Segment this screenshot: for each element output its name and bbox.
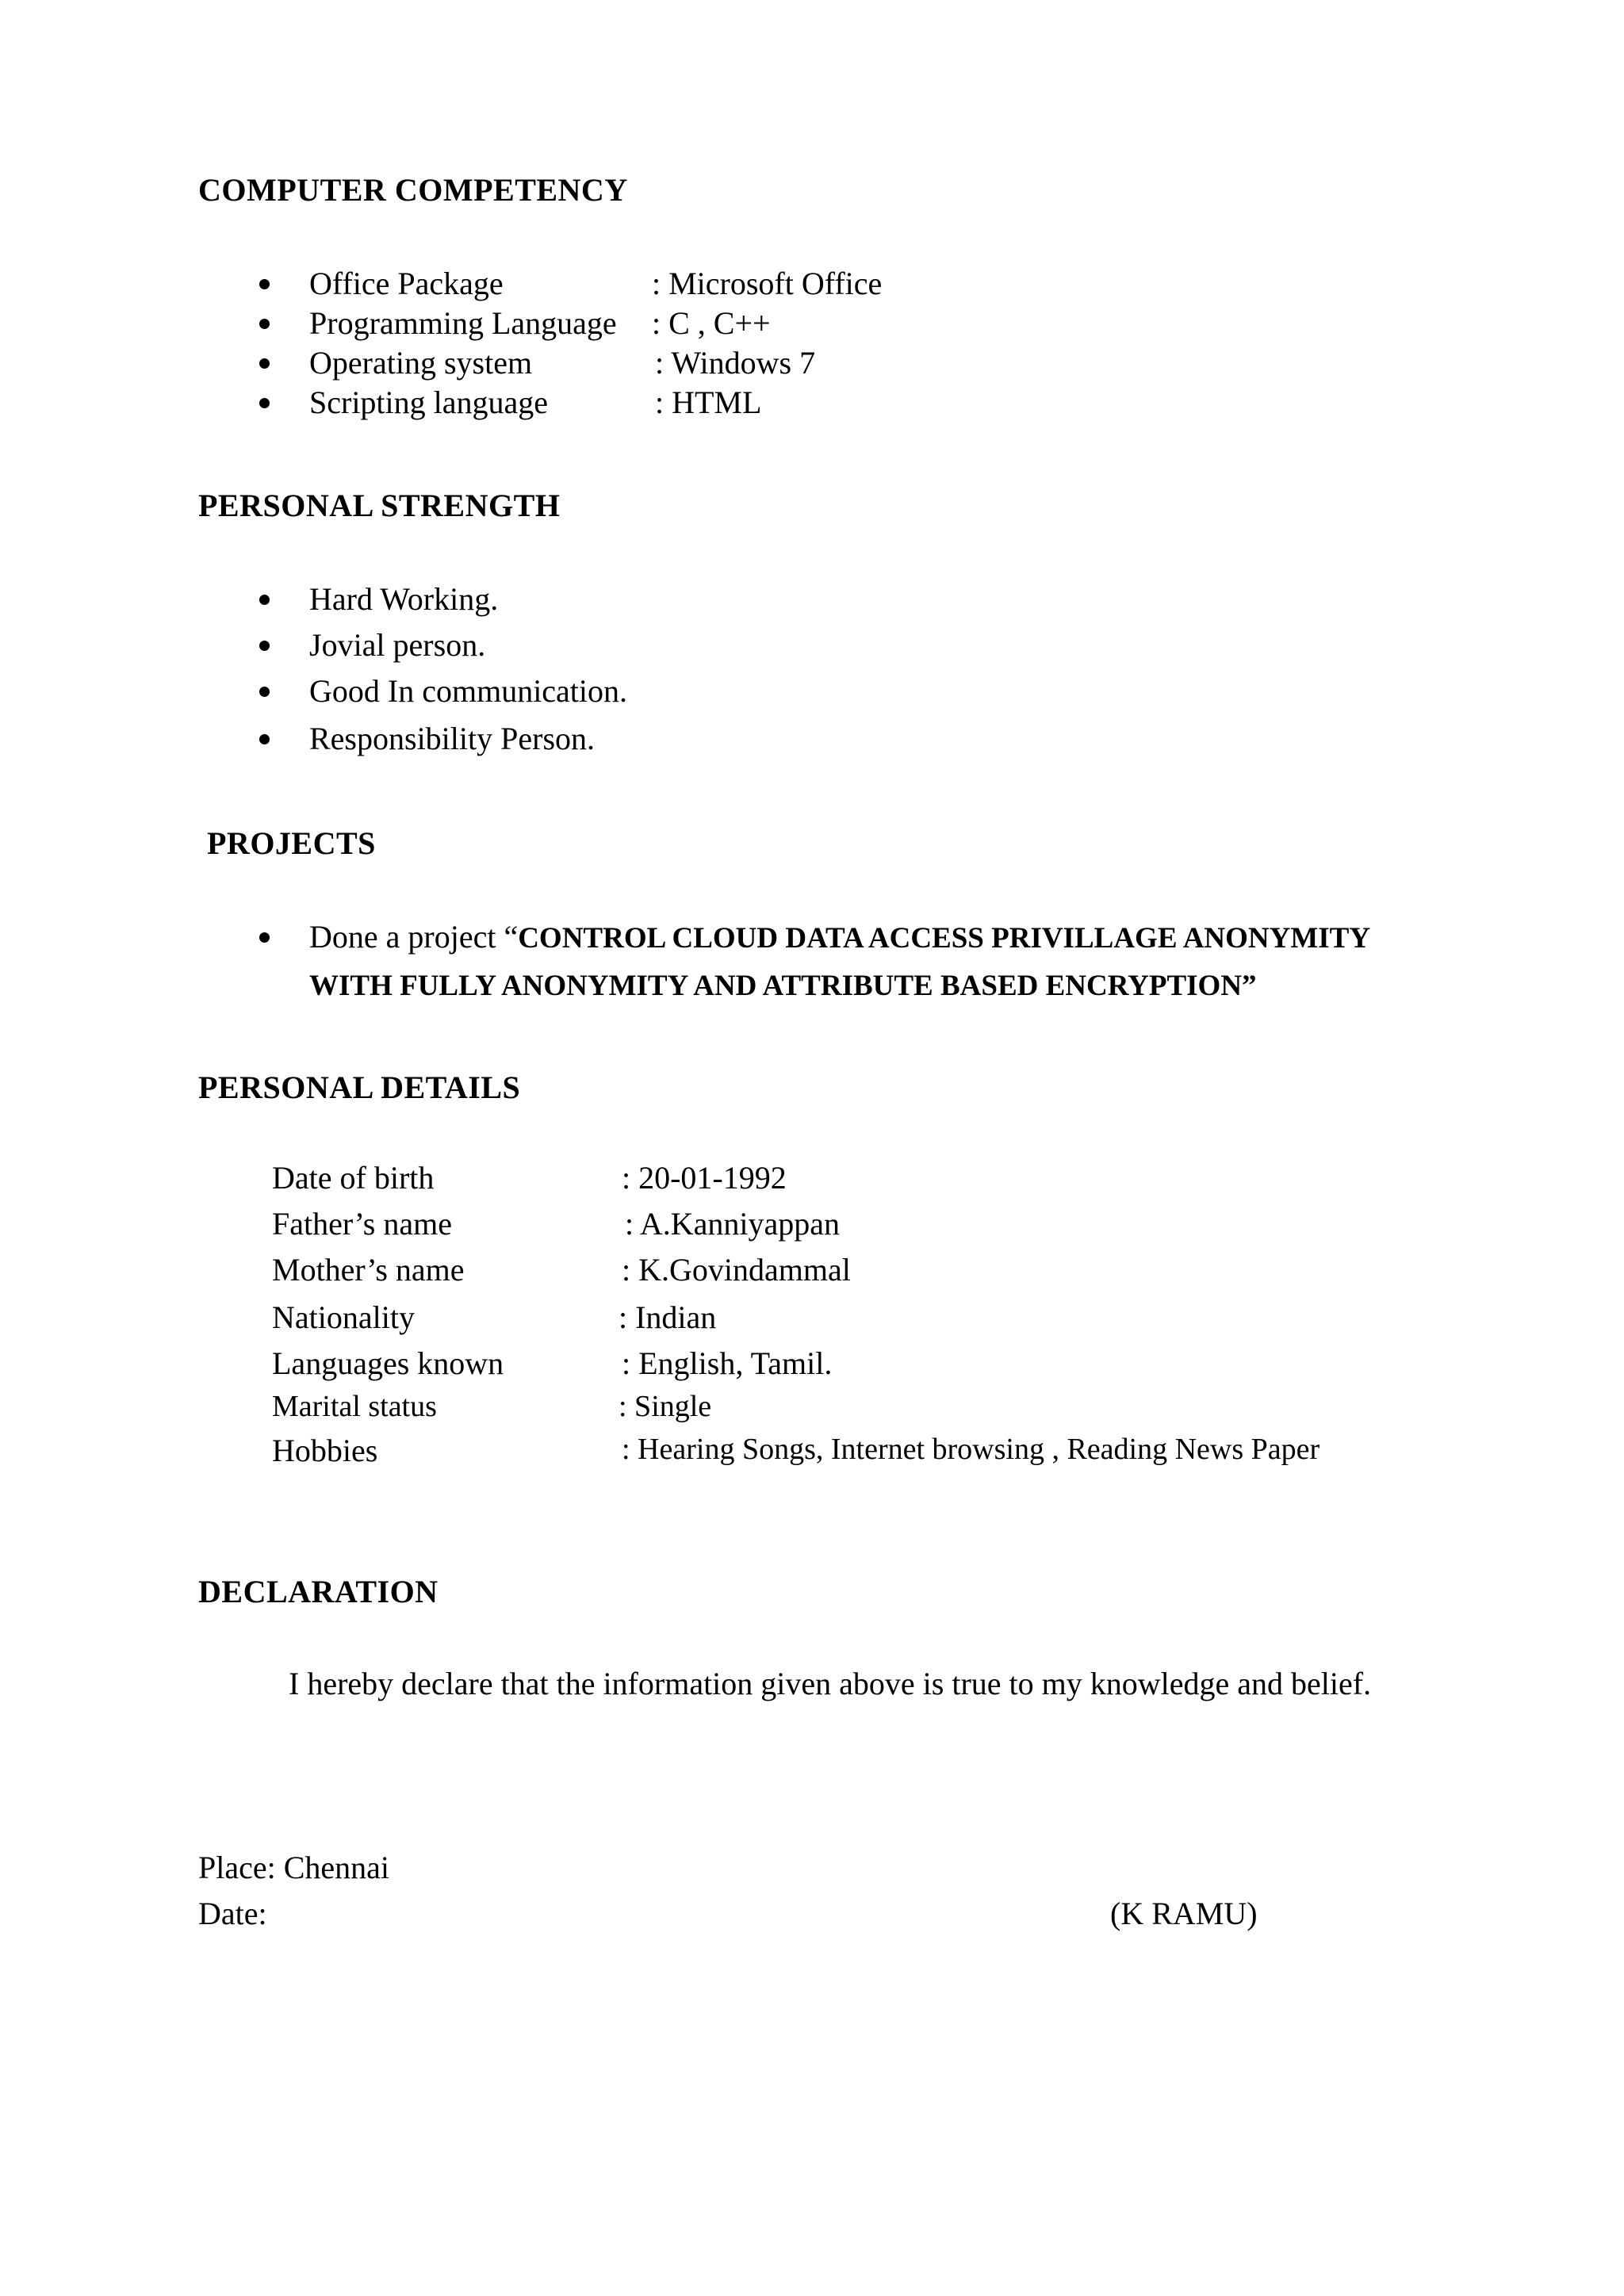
detail-label: Hobbies [272, 1433, 378, 1468]
detail-label: Father’s name [272, 1206, 452, 1242]
project-title-part-1: CONTROL CLOUD DATA ACCESS PRIVILLAGE ANONYMITY [518, 922, 1371, 955]
declaration-text: I hereby declare that the information given above is true to my knowledge and belief. [289, 1666, 1372, 1701]
strength-item: Hard Working. [309, 581, 499, 617]
bullet-icon [259, 687, 270, 697]
personal-strength-heading: PERSONAL STRENGTH [198, 488, 561, 523]
bullet-icon [259, 319, 270, 329]
bullet-icon [259, 734, 270, 744]
competency-value: : Microsoft Office [652, 266, 883, 301]
detail-value: : English, Tamil. [622, 1345, 833, 1381]
competency-label: Office Package [309, 266, 504, 301]
strength-item: Good In communication. [309, 673, 628, 709]
signature-name: (K RAMU) [1110, 1896, 1258, 1931]
detail-label: Languages known [272, 1345, 504, 1381]
projects-heading: PROJECTS [207, 825, 376, 861]
detail-label: Mother’s name [272, 1252, 465, 1288]
bullet-icon [259, 279, 270, 289]
detail-label: Nationality [272, 1299, 415, 1335]
competency-label: Programming Language [309, 305, 617, 341]
detail-value: : A.Kanniyappan [625, 1206, 841, 1242]
detail-value: : K.Govindammal [622, 1252, 851, 1288]
project-description-line-1 [309, 918, 1370, 955]
detail-label: Marital status [272, 1390, 437, 1423]
project-prefix: Done a project “ [309, 919, 519, 955]
bullet-icon [259, 932, 270, 943]
competency-value: : HTML [655, 385, 762, 420]
detail-value: : Hearing Songs, Internet browsing , Reading News Paper [622, 1433, 1320, 1466]
date-line: Date: [198, 1896, 267, 1931]
place-line: Place: Chennai [198, 1850, 390, 1885]
competency-label: Scripting language [309, 385, 549, 420]
competency-value: : Windows 7 [655, 345, 816, 381]
declaration-heading: DECLARATION [198, 1574, 439, 1609]
detail-value: : Indian [619, 1299, 717, 1335]
detail-value: : 20-01-1992 [622, 1160, 787, 1196]
detail-label: Date of birth [272, 1160, 435, 1196]
bullet-icon [259, 398, 270, 408]
strength-item: Jovial person. [309, 627, 486, 663]
competency-value: : C , C++ [652, 305, 771, 341]
bullet-icon [259, 641, 270, 651]
competency-label: Operating system [309, 345, 533, 381]
strength-item: Responsibility Person. [309, 721, 596, 756]
computer-competency-heading: COMPUTER COMPETENCY [198, 172, 628, 208]
detail-value: : Single [619, 1390, 712, 1423]
project-description-line-2 [309, 966, 1257, 1003]
bullet-icon [259, 595, 270, 605]
bullet-icon [259, 358, 270, 369]
personal-details-heading: PERSONAL DETAILS [198, 1070, 521, 1105]
project-title-part-2: WITH FULLY ANONYMITY AND ATTRIBUTE BASED ENCRYPTION” [309, 970, 1257, 1002]
